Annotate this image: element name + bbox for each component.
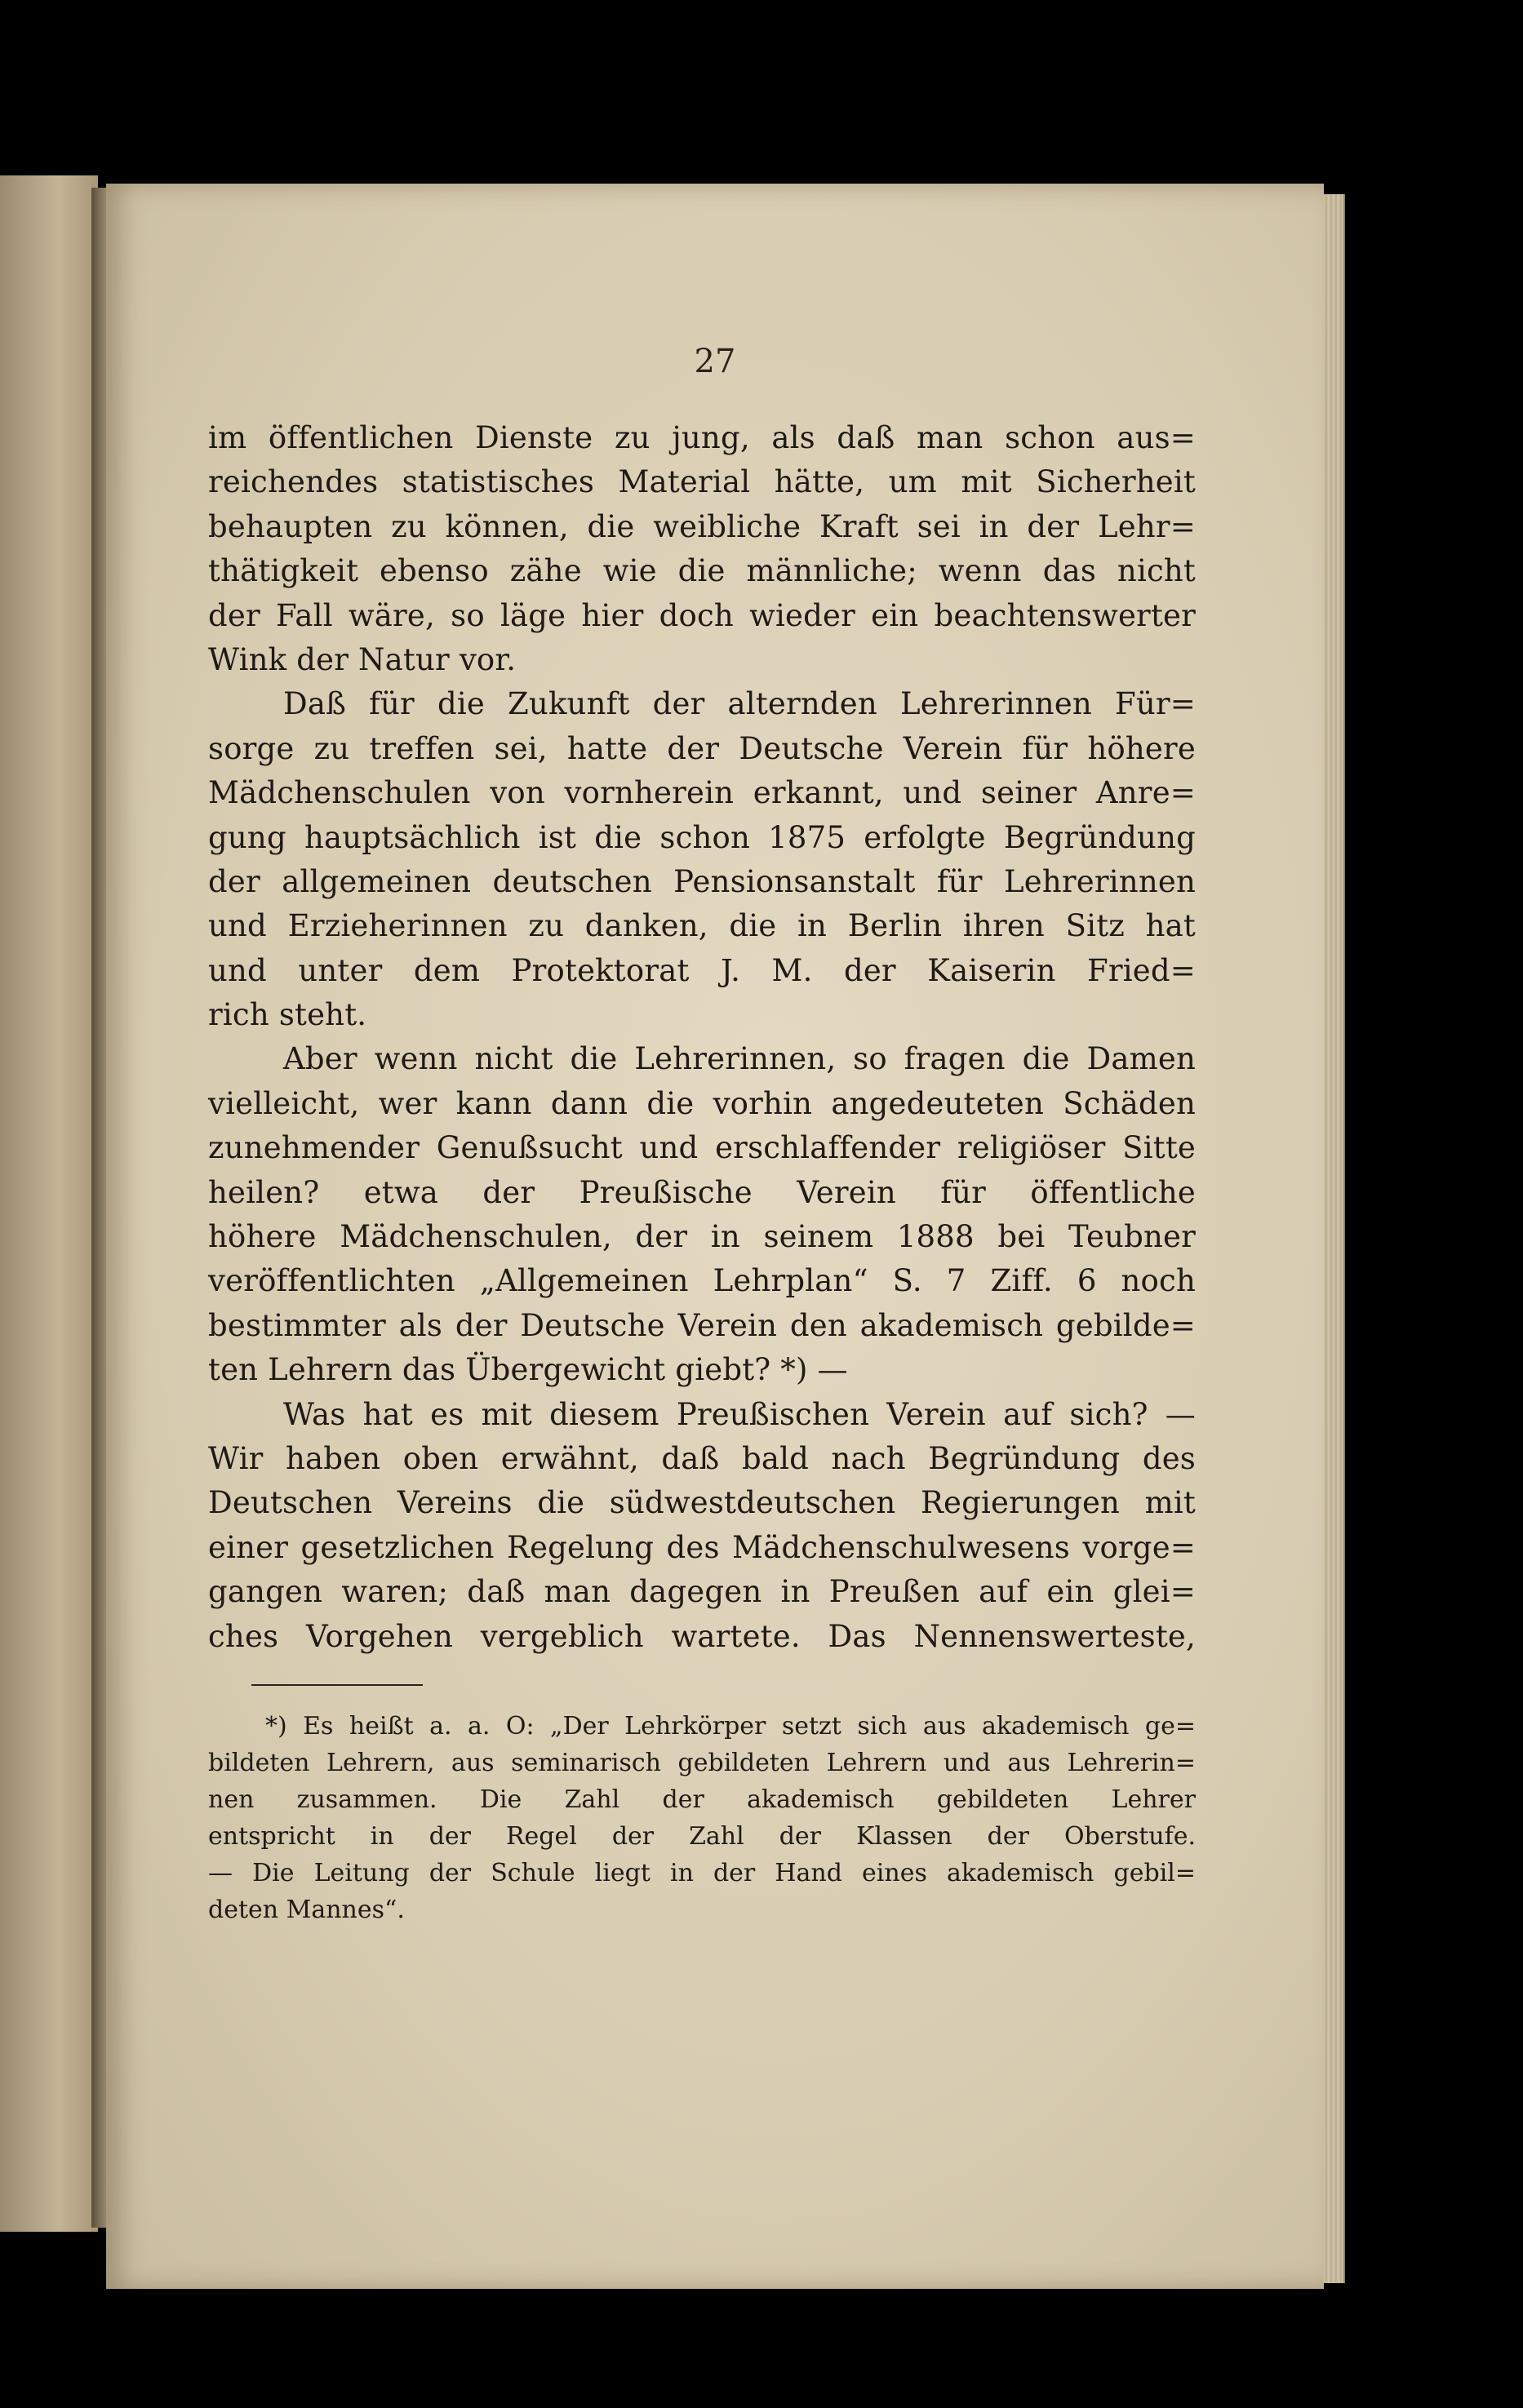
text-line: reichendes statistisches Material hätte, um mit Sicherheit xyxy=(208,464,1196,500)
text-line: der allgemeinen deutschen Pensionsanstalt für Lehrerinnen xyxy=(208,863,1196,899)
text-line: Wir haben oben erwähnt, daß bald nach Begründung des xyxy=(208,1440,1196,1476)
text-line: behaupten zu können, die weibliche Kraft sei in der Lehr= xyxy=(208,508,1196,544)
text-line: ten Lehrern das Übergewicht giebt? *) — xyxy=(208,1352,848,1388)
text-line: gung hauptsächlich ist die schon 1875 erfolgte Begründung xyxy=(208,819,1196,855)
text-line: veröffentlichten „Allgemeinen Lehrplan“ S. 7 Ziff. 6 noch xyxy=(208,1263,1196,1299)
text-line: thätigkeit ebenso zähe wie die männliche; wenn das nicht xyxy=(208,553,1196,589)
text-line: vielleicht, wer kann dann die vorhin angedeuteten Schäden xyxy=(208,1085,1196,1121)
text-line: sorge zu treffen sei, hatte der Deutsche Verein für höhere xyxy=(208,730,1196,766)
text-line: und unter dem Protektorat J. M. der Kaiserin Fried= xyxy=(208,952,1196,988)
footnote-line: nen zusammen. Die Zahl der akademisch gebildeten Lehrer xyxy=(208,1785,1196,1814)
page-number: 27 xyxy=(694,343,736,380)
text-line: der Fall wäre, so läge hier doch wieder ein beachtenswerter xyxy=(208,597,1196,633)
text-line: bestimmter als der Deutsche Verein den akademisch gebilde= xyxy=(208,1307,1196,1343)
text-line: einer gesetzlichen Regelung des Mädchenschulwesens vorge= xyxy=(208,1529,1196,1565)
footnote-line: bildeten Lehrern, aus seminarisch gebildeten Lehrern und aus Lehrerin= xyxy=(208,1749,1196,1777)
text-line: ches Vorgehen vergeblich wartete. Das Nennenswerteste, xyxy=(208,1618,1196,1654)
text-line: Mädchenschulen von vornherein erkannt, und seiner Anre= xyxy=(208,775,1196,811)
text-line: Daß für die Zukunft der alternden Lehrerinnen Für= xyxy=(283,686,1196,722)
body-text xyxy=(208,416,1196,1659)
text-line: Aber wenn nicht die Lehrerinnen, so fragen die Damen xyxy=(283,1041,1196,1077)
footnote-divider xyxy=(251,1684,423,1686)
text-line: im öffentlichen Dienste zu jung, als daß man schon aus= xyxy=(208,420,1196,455)
footnote-line: *) Es heißt a. a. O: „Der Lehrkörper setzt sich aus akademisch ge= xyxy=(265,1712,1196,1741)
footnote xyxy=(208,1708,1196,1928)
text-line: höhere Mädchenschulen, der in seinem 1888 bei Teubner xyxy=(208,1219,1196,1255)
text-line: und Erzieherinnen zu danken, die in Berlin ihren Sitz hat xyxy=(208,908,1196,944)
text-line: rich steht. xyxy=(208,997,367,1033)
text-line: gangen waren; daß man dagegen in Preußen auf ein glei= xyxy=(208,1574,1196,1610)
book-page xyxy=(106,184,1324,2289)
text-line: Was hat es mit diesem Preußischen Verein auf sich? — xyxy=(283,1396,1196,1432)
footnote-line: entspricht in der Regel der Zahl der Klassen der Oberstufe. xyxy=(208,1822,1196,1851)
text-line: zunehmender Genußsucht und erschlaffender religiöser Sitte xyxy=(208,1130,1196,1166)
footnote-line: — Die Leitung der Schule liegt in der Hand eines akademisch gebil= xyxy=(208,1859,1196,1887)
text-line: Deutschen Vereins die südwestdeutschen Regierungen mit xyxy=(208,1485,1196,1521)
text-line: Wink der Natur vor. xyxy=(208,641,517,677)
left-page-edge xyxy=(0,175,98,2232)
text-line: heilen? etwa der Preußische Verein für öffentliche xyxy=(208,1174,1196,1210)
footnote-line: deten Mannes“. xyxy=(208,1896,405,1924)
